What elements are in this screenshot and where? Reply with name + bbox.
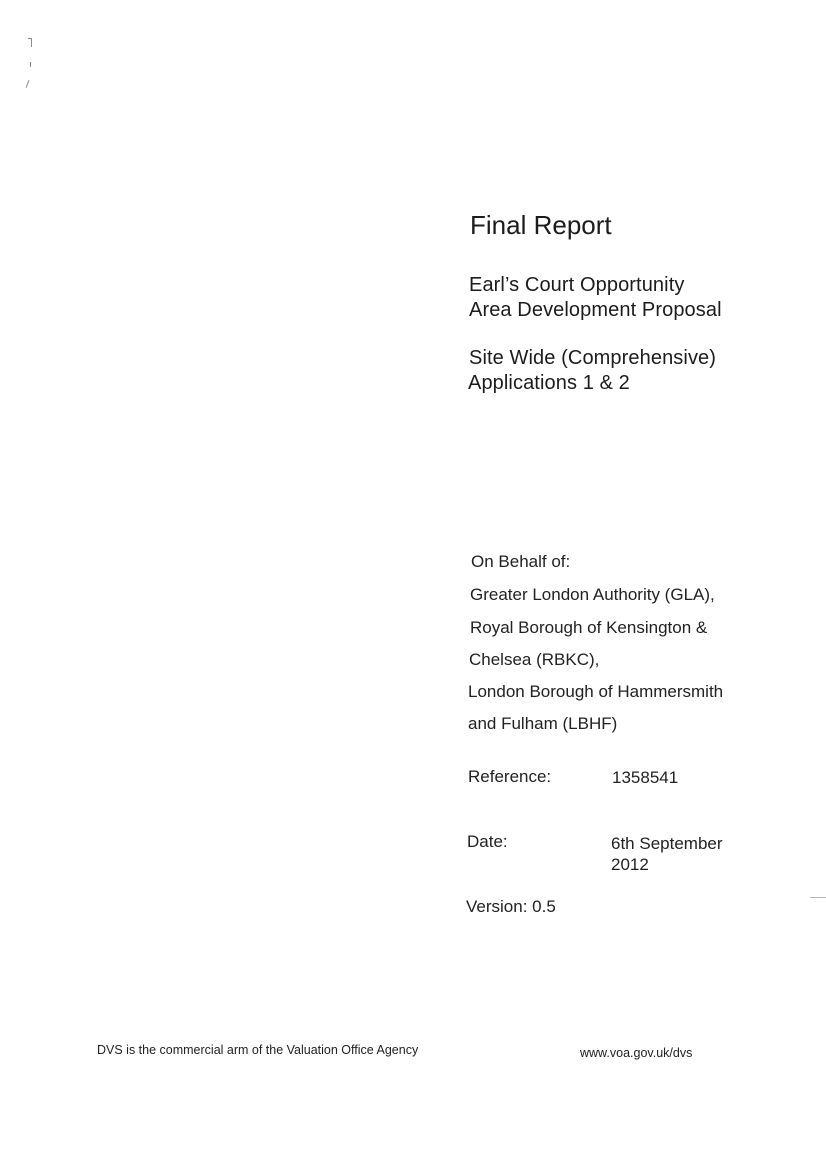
- reference-value: 1358541: [612, 768, 679, 787]
- report-subtitle-line-1: Earl’s Court Opportunity: [469, 274, 685, 296]
- reference-label: Reference:: [468, 767, 552, 786]
- footer-website: www.voa.gov.uk/dvs: [580, 1046, 693, 1060]
- date-label: Date:: [467, 832, 508, 851]
- application-line-1: Site Wide (Comprehensive): [469, 347, 717, 369]
- version-label: Version: 0.5: [466, 897, 556, 916]
- scan-artifact-mark: [810, 897, 826, 898]
- on-behalf-of-heading: On Behalf of:: [471, 552, 571, 571]
- client-line: Chelsea (RBKC),: [469, 650, 600, 669]
- application-line-2: Applications 1 & 2: [468, 372, 630, 394]
- report-title: Final Report: [470, 210, 612, 240]
- client-line: Greater London Authority (GLA),: [470, 585, 715, 604]
- client-line: and Fulham (LBHF): [468, 714, 618, 733]
- date-value-line-1: 6th September: [611, 834, 723, 853]
- scan-artifact-mark: [30, 62, 31, 67]
- report-subtitle-line-2: Area Development Proposal: [469, 299, 722, 321]
- scan-artifact-mark: [26, 80, 30, 88]
- footer-agency-statement: DVS is the commercial arm of the Valuation Office Agency: [97, 1043, 419, 1057]
- scan-artifact-mark: [31, 38, 32, 47]
- date-value-line-2: 2012: [611, 855, 649, 874]
- client-line: London Borough of Hammersmith: [468, 682, 724, 701]
- client-line: Royal Borough of Kensington &: [470, 618, 708, 637]
